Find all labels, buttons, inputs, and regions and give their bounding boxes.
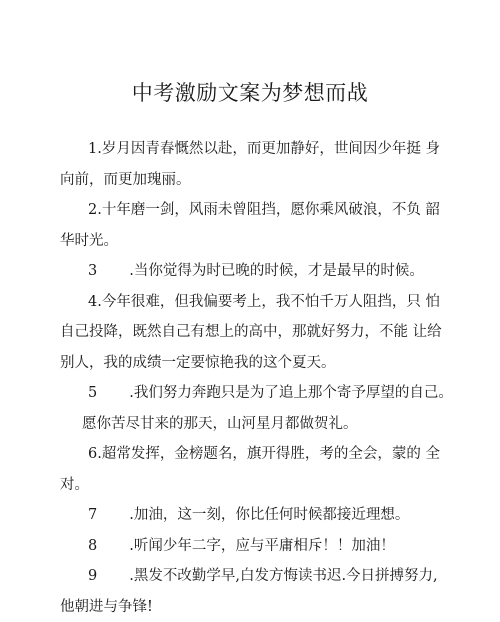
paragraph-line: .听闻少年二字，应与平庸相斥！！加油！ [129, 538, 395, 554]
paragraph-number: 1. [88, 141, 102, 157]
paragraph-line: 对。 [60, 470, 450, 501]
paragraph-2 [88, 195, 450, 256]
paragraph-number: 8 [88, 538, 97, 554]
paragraph-number: 7 [88, 507, 97, 523]
paragraph-line: 岁月因青春慨然以赴，而更加静好，世间因少年挺 身 [102, 141, 440, 157]
paragraph-5 [88, 378, 450, 439]
paragraph-line: .黑发不改勤学早,白发方悔读书迟.今日拼搏努力, [129, 568, 437, 584]
paragraph-number: 5 [88, 385, 97, 401]
paragraph-6 [88, 439, 450, 500]
document-title: 中考激励文案为梦想而战 [0, 78, 500, 108]
paragraph-line: 十年磨一剑，风雨未曾阻挡，愿你乘风破浪，不负 韶 [102, 202, 440, 218]
paragraph-line: .我们努力奔跑只是为了追上那个寄予厚望的自己。 [129, 385, 453, 401]
document-body [88, 134, 450, 622]
paragraph-line: .当你觉得为时已晚的时候，才是最早的时候。 [129, 263, 424, 279]
paragraph-line: 愿你苦尽甘来的那天，山河星月都做贺礼。 [82, 409, 450, 440]
paragraph-3 [88, 256, 450, 287]
paragraph-4 [88, 287, 450, 379]
paragraph-8 [88, 531, 450, 562]
paragraph-line: 华时光。 [60, 226, 450, 257]
paragraph-line: 向前，而更加瑰丽。 [60, 165, 450, 196]
paragraph-line: 别人，我的成绩一定要惊艳我的这个夏天。 [60, 348, 450, 379]
paragraph-number: 4. [88, 294, 102, 310]
paragraph-9 [88, 561, 450, 622]
paragraph-line: 他朝进与争锋! [60, 592, 450, 622]
paragraph-line: .加油，这一刻，你比任何时候都接近理想。 [129, 507, 409, 523]
paragraph-line: 自己投降，既然自己有想上的高中，那就好努力，不能 让给 [60, 317, 450, 348]
paragraph-number: 6. [88, 446, 102, 462]
paragraph-number: 2. [88, 202, 102, 218]
paragraph-7 [88, 500, 450, 531]
paragraph-number: 3 [88, 263, 97, 279]
paragraph-number: 9 [88, 568, 97, 584]
paragraph-line: 今年很难，但我偏要考上，我不怕千万人阻挡，只 怕 [102, 294, 440, 310]
paragraph-1 [88, 134, 450, 195]
paragraph-line: 超常发挥，金榜题名，旗开得胜，考的全会，蒙的 全 [102, 446, 440, 462]
